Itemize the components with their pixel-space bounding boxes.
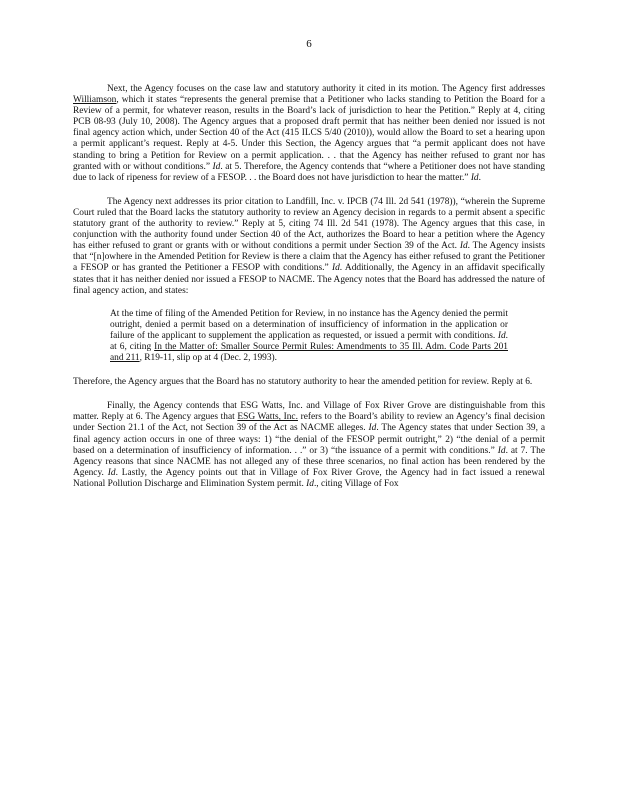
id-citation: Id xyxy=(470,172,479,183)
text-run: . Lastly, the Agency points out that in Village of Fox River Grove, the Agency had in fact issued a renewal National Pollution Discharge and Elimination System permit. xyxy=(73,467,545,489)
case-citation-smaller-source: In the Matter of: Smaller Source Permit Rules: Amendments to 35 Ill. Adm. Code Parts 201 and 211 xyxy=(110,341,508,364)
page-number: 6 xyxy=(306,38,312,50)
case-citation-esg-watts: ESG Watts, Inc. xyxy=(237,412,298,423)
text-run: . The Agency states that under Section 39, a final agency action occurs in one of three ways: 1) “the denial of the FESOP permit outright,” 2) “the denial of a permit based on a determination of insufficiency of information. . .” or 3) “the issuance of a permit with conditions.” xyxy=(73,423,545,456)
text-run: ., citing Village of Fox xyxy=(313,478,399,489)
paragraph-distinguishable-cases xyxy=(73,401,545,490)
text-run: . at 6, citing xyxy=(110,330,508,352)
text-run: At the time of filing of the Amended Petition for Review, in no instance has the Agency denied the permit outright, denied a permit based on a determination of insufficiency of information in the application or failure of the applicant to supplement the application as requested, or issued a permit with conditions. xyxy=(110,308,508,341)
document-body xyxy=(73,84,545,503)
text-run: refers to the Board’s ability to review an Agency’s final decision under Section 21.1 of the Act, not Section 39 of the Act as NACME alleges. xyxy=(73,412,545,434)
id-citation: Id xyxy=(107,467,116,478)
id-citation: Id xyxy=(459,241,468,252)
text-run: , R19-11, slip op at 4 (Dec. 2, 1993). xyxy=(139,353,278,364)
paragraph-landfill-citation xyxy=(73,197,545,297)
id-citation: Id xyxy=(212,161,221,172)
text-run: , which it states “represents the general premise that a Petitioner who lacks standing to Petition the Board for a Review of a permit, for whatever reason, results in the Board’s lack of jurisdiction to hear the Petition.” Reply at 4, citing PCB 08-93 (July 10, 2008). The Agency argues that a proposed draft permit that has neither been denied nor issued is not final agency action which, under Section 40 of the Act (415 ILCS 5/40 (2010)), would allow the Board to set a hearing upon a permit applicant’s request. Reply at 4-5. Under this Section, the Agency argues that “a permit applicant does not have standing to bring a Petition for Review on a permit application. . . that the Agency has neither refused to grant nor has granted with or without conditions.” xyxy=(73,95,545,172)
block-quote xyxy=(110,309,508,364)
text-run: Finally, the Agency contends that ESG Watts, Inc. and Village of Fox River Grove are distinguishable from this matter. Reply at 6. The Agency argues that xyxy=(73,401,545,423)
case-citation-williamson: Williamson xyxy=(73,95,117,106)
id-citation: Id xyxy=(331,263,340,274)
id-citation: Id xyxy=(306,478,314,489)
id-citation: Id xyxy=(368,423,377,434)
text-run: Therefore, the Agency argues that the Board has no statutory authority to hear the amended petition for review. Reply at 6. xyxy=(73,377,533,388)
paragraph-no-authority xyxy=(73,377,545,388)
text-run: Next, the Agency focuses on the case law and statutory authority it cited in its motion. The Agency first addresses xyxy=(107,84,545,94)
id-citation: Id xyxy=(497,445,506,456)
text-run: The Agency next addresses its prior citation to Landfill, Inc. v. IPCB (74 Ill. 2d 541 (1978)), “wherein the Supreme Court ruled that the Board lacks the statutory authority to review an Agency decision in regards to a permit absent a specific statutory grant of the authority to review.” Reply at 5, citing 74 Ill. 2d 541 (1978). The Agency argues that this case, in conjunction with the authority found under Section 40 of the Act, authorizes the Board to hear a petition where the Agency has either refused to grant or grants with or without conditions a permit under Section 39 of the Act. xyxy=(73,196,545,252)
text-run: . Additionally, the Agency in an affidavit specifically states that it has neither denied nor issued a FESOP to NACME. The Agency notes that the Board has addressed the nature of final agency action, and states: xyxy=(73,263,545,296)
text-run: . at 5. Therefore, the Agency contends that “where a Petitioner does not have standing due to lack of ripeness for review of a FESOP. . . the Board does not have jurisdiction to hear the matter.” xyxy=(73,161,545,183)
text-run: . The Agency insists that “[n]owhere in the Amended Petition for Review is there a claim that the Agency has either refused to grant the Petitioner a FESOP or has granted the Petitioner a FESOP with conditions.” xyxy=(73,241,545,274)
id-citation: Id xyxy=(497,330,506,341)
text-run: . xyxy=(478,172,481,183)
paragraph-agency-case-law xyxy=(73,84,545,184)
text-run: . at 7. The Agency reasons that since NACME has not alleged any of these three scenarios, no final action has been rendered by the Agency. xyxy=(73,445,545,478)
